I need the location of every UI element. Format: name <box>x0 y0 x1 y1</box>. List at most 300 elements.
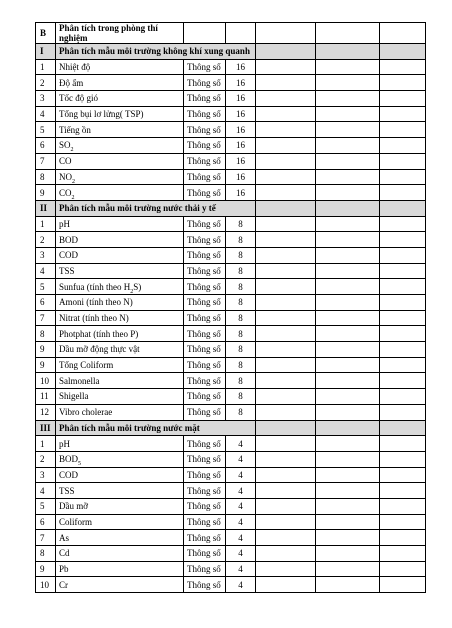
unit-cell: Thông số <box>184 373 226 389</box>
unit-cell: Thông số <box>184 138 226 154</box>
section-header-row <box>36 420 426 436</box>
empty-cell <box>316 23 380 44</box>
parameter-name <box>56 483 184 499</box>
parameter-label: Shigella <box>59 391 89 402</box>
section-title: Phân tích mẫu môi trường không khí xung quanh <box>56 44 256 60</box>
quantity-cell: 4 <box>226 514 256 530</box>
unit-cell: Thông số <box>184 483 226 499</box>
empty-cell <box>316 59 380 75</box>
parameter-name <box>56 91 184 107</box>
table-row <box>36 185 426 201</box>
table-row <box>36 451 426 467</box>
row-number: 6 <box>36 138 56 154</box>
row-number: 4 <box>36 106 56 122</box>
parameter-name <box>56 153 184 169</box>
parameter-label: SO <box>59 140 71 151</box>
empty-cell <box>256 23 316 44</box>
empty-cell <box>256 216 316 232</box>
parameter-subscript: 2 <box>72 178 75 185</box>
table-row <box>36 216 426 232</box>
row-number: 2 <box>36 451 56 467</box>
quantity-cell: 16 <box>226 138 256 154</box>
empty-cell <box>316 169 380 185</box>
empty-cell <box>256 138 316 154</box>
empty-cell <box>256 530 316 546</box>
row-number: 6 <box>36 295 56 311</box>
unit-cell: Thông số <box>184 185 226 201</box>
parameter-label: Amoni (tính theo N) <box>59 297 133 308</box>
table-body <box>36 23 426 593</box>
quantity-cell: 8 <box>226 404 256 420</box>
quantity-cell: 8 <box>226 310 256 326</box>
empty-cell <box>256 279 316 295</box>
quantity-cell: 4 <box>226 498 256 514</box>
quantity-cell: 8 <box>226 263 256 279</box>
table-row <box>36 138 426 154</box>
row-number: 2 <box>36 232 56 248</box>
unit-cell: Thông số <box>184 263 226 279</box>
empty-cell <box>316 326 380 342</box>
empty-cell <box>256 357 316 373</box>
empty-cell <box>256 59 316 75</box>
empty-cell <box>380 483 426 499</box>
parameter-label: Dầu mỡ <box>59 501 89 512</box>
table-row <box>36 436 426 452</box>
empty-cell <box>256 420 316 436</box>
empty-cell <box>226 23 256 44</box>
table-row <box>36 483 426 499</box>
row-number: 12 <box>36 404 56 420</box>
parameter-subscript: 2 <box>71 194 75 201</box>
row-number: 10 <box>36 577 56 593</box>
parameter-label: CO <box>59 156 72 167</box>
row-number: 5 <box>36 279 56 295</box>
empty-cell <box>316 404 380 420</box>
empty-cell <box>380 75 426 91</box>
section-number: I <box>36 44 56 60</box>
parameter-label: NO <box>59 171 72 182</box>
row-number: 9 <box>36 342 56 358</box>
parameter-name <box>56 342 184 358</box>
empty-cell <box>316 106 380 122</box>
unit-cell: Thông số <box>184 342 226 358</box>
parameter-name <box>56 498 184 514</box>
empty-cell <box>256 169 316 185</box>
parameter-name <box>56 295 184 311</box>
row-number: 8 <box>36 326 56 342</box>
empty-cell <box>316 451 380 467</box>
parameter-name <box>56 263 184 279</box>
unit-cell: Thông số <box>184 404 226 420</box>
table-row <box>36 546 426 562</box>
empty-cell <box>380 279 426 295</box>
table-row <box>36 279 426 295</box>
parameter-label: pH <box>59 438 70 449</box>
empty-cell <box>256 122 316 138</box>
parameter-label: Salmonella <box>59 375 100 386</box>
parameter-label: Tốc độ gió <box>59 93 98 104</box>
empty-cell <box>380 561 426 577</box>
empty-cell <box>256 404 316 420</box>
table-row <box>36 498 426 514</box>
quantity-cell: 8 <box>226 295 256 311</box>
empty-cell <box>380 577 426 593</box>
parameter-label: Nitrat (tính theo N) <box>59 313 129 324</box>
parameter-label: CO <box>59 187 72 198</box>
empty-cell <box>256 546 316 562</box>
row-number: 1 <box>36 59 56 75</box>
quantity-cell: 8 <box>226 216 256 232</box>
empty-cell <box>380 420 426 436</box>
unit-cell: Thông số <box>184 561 226 577</box>
empty-cell <box>256 106 316 122</box>
empty-cell <box>380 530 426 546</box>
quantity-cell: 16 <box>226 122 256 138</box>
row-number: 5 <box>36 498 56 514</box>
table-row <box>36 153 426 169</box>
parameter-name <box>56 404 184 420</box>
section-header-row <box>36 200 426 216</box>
empty-cell <box>256 561 316 577</box>
empty-cell <box>380 153 426 169</box>
table-row <box>36 357 426 373</box>
row-number: 2 <box>36 75 56 91</box>
quantity-cell: 4 <box>226 483 256 499</box>
empty-cell <box>256 498 316 514</box>
parameter-label: COD <box>59 250 79 261</box>
empty-cell <box>316 514 380 530</box>
table-row <box>36 389 426 405</box>
table-row <box>36 232 426 248</box>
empty-cell <box>256 467 316 483</box>
unit-cell: Thông số <box>184 326 226 342</box>
unit-cell: Thông số <box>184 577 226 593</box>
section-number: II <box>36 200 56 216</box>
empty-cell <box>256 342 316 358</box>
empty-cell <box>316 342 380 358</box>
empty-cell <box>256 153 316 169</box>
parameter-label: Tổng bụi lơ lửng( TSP) <box>59 109 144 120</box>
quantity-cell: 16 <box>226 75 256 91</box>
empty-cell <box>256 185 316 201</box>
empty-cell <box>256 326 316 342</box>
empty-cell <box>256 436 316 452</box>
empty-cell <box>316 200 380 216</box>
empty-cell <box>256 232 316 248</box>
parameter-name <box>56 467 184 483</box>
parameter-name <box>56 310 184 326</box>
empty-cell <box>316 389 380 405</box>
row-number: 9 <box>36 561 56 577</box>
parameter-name <box>56 279 184 295</box>
parameter-name <box>56 451 184 467</box>
table-row <box>36 310 426 326</box>
parameter-label: BOD <box>59 454 79 465</box>
empty-cell <box>380 295 426 311</box>
empty-cell <box>256 577 316 593</box>
row-number: 9 <box>36 185 56 201</box>
parameter-label: pH <box>59 218 70 229</box>
quantity-cell: 16 <box>226 185 256 201</box>
section-header-row <box>36 44 426 60</box>
parameter-label: TSS <box>59 265 75 276</box>
quantity-cell: 8 <box>226 373 256 389</box>
quantity-cell: 16 <box>226 59 256 75</box>
quantity-cell: 8 <box>226 357 256 373</box>
quantity-cell: 4 <box>226 530 256 546</box>
parameter-name <box>56 530 184 546</box>
parameter-name <box>56 122 184 138</box>
parameter-label: As <box>59 532 70 543</box>
empty-cell <box>380 342 426 358</box>
row-number: 3 <box>36 247 56 263</box>
parameter-name <box>56 232 184 248</box>
unit-cell: Thông số <box>184 436 226 452</box>
parameter-label: BOD <box>59 234 79 245</box>
section-title: Phân tích mẫu môi trường nước mặt <box>56 420 256 436</box>
title-row-number: B <box>36 23 56 44</box>
empty-cell <box>316 153 380 169</box>
empty-cell <box>380 326 426 342</box>
empty-cell <box>316 91 380 107</box>
table-row <box>36 91 426 107</box>
parameter-label: Pb <box>59 564 69 575</box>
title-row-name: Phân tích trong phòng thí nghiệm <box>56 23 184 44</box>
row-number: 5 <box>36 122 56 138</box>
empty-cell <box>380 23 426 44</box>
row-number: 7 <box>36 310 56 326</box>
quantity-cell: 16 <box>226 153 256 169</box>
parameter-label: Độ ẩm <box>59 77 84 88</box>
parameter-name <box>56 577 184 593</box>
unit-cell: Thông số <box>184 451 226 467</box>
parameter-label: Photphat (tính theo P) <box>59 328 139 339</box>
empty-cell <box>380 232 426 248</box>
table-row <box>36 247 426 263</box>
quantity-cell: 4 <box>226 561 256 577</box>
parameter-name <box>56 59 184 75</box>
empty-cell <box>380 106 426 122</box>
unit-cell: Thông số <box>184 216 226 232</box>
table-row <box>36 561 426 577</box>
unit-cell: Thông số <box>184 530 226 546</box>
empty-cell <box>316 122 380 138</box>
empty-cell <box>380 185 426 201</box>
quantity-cell: 8 <box>226 326 256 342</box>
empty-cell <box>316 357 380 373</box>
empty-cell <box>316 185 380 201</box>
unit-cell: Thông số <box>184 514 226 530</box>
empty-cell <box>316 530 380 546</box>
parameter-name <box>56 216 184 232</box>
unit-cell: Thông số <box>184 467 226 483</box>
parameter-name <box>56 561 184 577</box>
table-row <box>36 326 426 342</box>
empty-cell <box>380 138 426 154</box>
section-title: Phân tích mẫu môi trường nước thải y tế <box>56 200 256 216</box>
unit-cell: Thông số <box>184 169 226 185</box>
row-number: 11 <box>36 389 56 405</box>
parameter-subscript: 5 <box>78 461 82 468</box>
empty-cell <box>256 514 316 530</box>
table-row <box>36 75 426 91</box>
table-row <box>36 122 426 138</box>
empty-cell <box>316 546 380 562</box>
parameter-name <box>56 247 184 263</box>
empty-cell <box>256 263 316 279</box>
table-row <box>36 342 426 358</box>
empty-cell <box>316 295 380 311</box>
empty-cell <box>380 451 426 467</box>
empty-cell <box>256 483 316 499</box>
quantity-cell: 4 <box>226 436 256 452</box>
empty-cell <box>380 247 426 263</box>
quantity-cell: 16 <box>226 169 256 185</box>
empty-cell <box>380 310 426 326</box>
parameter-name <box>56 106 184 122</box>
row-number: 7 <box>36 530 56 546</box>
empty-cell <box>316 263 380 279</box>
row-number: 1 <box>36 436 56 452</box>
empty-cell <box>316 373 380 389</box>
table-row <box>36 106 426 122</box>
row-number: 7 <box>36 153 56 169</box>
table-row <box>36 373 426 389</box>
table-row <box>36 467 426 483</box>
row-number: 1 <box>36 216 56 232</box>
empty-cell <box>380 404 426 420</box>
row-number: 10 <box>36 373 56 389</box>
empty-cell <box>316 577 380 593</box>
empty-cell <box>256 44 316 60</box>
empty-cell <box>184 23 226 44</box>
parameter-name <box>56 185 184 201</box>
empty-cell <box>380 44 426 60</box>
quantity-cell: 4 <box>226 577 256 593</box>
parameter-label: Sunfua (tính theo H <box>59 281 131 292</box>
parameter-label: Nhiệt độ <box>59 62 91 73</box>
unit-cell: Thông số <box>184 106 226 122</box>
empty-cell <box>256 295 316 311</box>
unit-cell: Thông số <box>184 498 226 514</box>
empty-cell <box>256 389 316 405</box>
parameter-label: Dầu mỡ động thực vật <box>59 344 140 355</box>
parameter-name <box>56 546 184 562</box>
parameter-name <box>56 373 184 389</box>
empty-cell <box>316 420 380 436</box>
empty-cell <box>380 169 426 185</box>
parameter-suffix: S) <box>133 281 142 292</box>
empty-cell <box>316 138 380 154</box>
empty-cell <box>316 483 380 499</box>
empty-cell <box>256 310 316 326</box>
empty-cell <box>256 451 316 467</box>
empty-cell <box>316 561 380 577</box>
empty-cell <box>380 216 426 232</box>
parameter-label: Vibro cholerae <box>59 407 113 418</box>
parameter-name <box>56 514 184 530</box>
empty-cell <box>316 232 380 248</box>
unit-cell: Thông số <box>184 153 226 169</box>
quantity-cell: 16 <box>226 91 256 107</box>
parameter-name <box>56 138 184 154</box>
empty-cell <box>380 436 426 452</box>
table-row <box>36 530 426 546</box>
unit-cell: Thông số <box>184 122 226 138</box>
parameter-name <box>56 326 184 342</box>
row-number: 9 <box>36 357 56 373</box>
unit-cell: Thông số <box>184 295 226 311</box>
parameter-label: Cd <box>59 548 70 559</box>
empty-cell <box>380 514 426 530</box>
empty-cell <box>316 75 380 91</box>
quantity-cell: 4 <box>226 546 256 562</box>
empty-cell <box>380 546 426 562</box>
parameter-subscript: 2 <box>130 288 134 295</box>
parameter-label: COD <box>59 469 79 480</box>
empty-cell <box>380 91 426 107</box>
empty-cell <box>256 200 316 216</box>
unit-cell: Thông số <box>184 75 226 91</box>
empty-cell <box>316 310 380 326</box>
unit-cell: Thông số <box>184 310 226 326</box>
table-row <box>36 514 426 530</box>
quantity-cell: 8 <box>226 389 256 405</box>
empty-cell <box>316 436 380 452</box>
quantity-cell: 4 <box>226 451 256 467</box>
empty-cell <box>256 373 316 389</box>
empty-cell <box>380 373 426 389</box>
quantity-cell: 8 <box>226 247 256 263</box>
title-row <box>36 23 426 44</box>
empty-cell <box>316 247 380 263</box>
parameter-name <box>56 169 184 185</box>
table-row <box>36 404 426 420</box>
row-number: 3 <box>36 467 56 483</box>
quantity-cell: 8 <box>226 232 256 248</box>
empty-cell <box>380 59 426 75</box>
parameter-label: Cr <box>59 579 68 590</box>
empty-cell <box>380 498 426 514</box>
empty-cell <box>316 44 380 60</box>
quantity-cell: 16 <box>226 106 256 122</box>
parameter-name <box>56 75 184 91</box>
empty-cell <box>380 263 426 279</box>
table-row <box>36 577 426 593</box>
row-number: 6 <box>36 514 56 530</box>
table-row <box>36 59 426 75</box>
row-number: 4 <box>36 483 56 499</box>
parameter-name <box>56 357 184 373</box>
parameter-subscript: 2 <box>70 147 74 154</box>
quantity-cell: 8 <box>226 342 256 358</box>
unit-cell: Thông số <box>184 546 226 562</box>
analysis-table <box>35 22 426 593</box>
parameter-name <box>56 389 184 405</box>
empty-cell <box>316 216 380 232</box>
unit-cell: Thông số <box>184 232 226 248</box>
empty-cell <box>380 122 426 138</box>
row-number: 8 <box>36 546 56 562</box>
empty-cell <box>316 467 380 483</box>
quantity-cell: 4 <box>226 467 256 483</box>
empty-cell <box>256 247 316 263</box>
empty-cell <box>316 498 380 514</box>
unit-cell: Thông số <box>184 357 226 373</box>
unit-cell: Thông số <box>184 59 226 75</box>
row-number: 3 <box>36 91 56 107</box>
quantity-cell: 8 <box>226 279 256 295</box>
